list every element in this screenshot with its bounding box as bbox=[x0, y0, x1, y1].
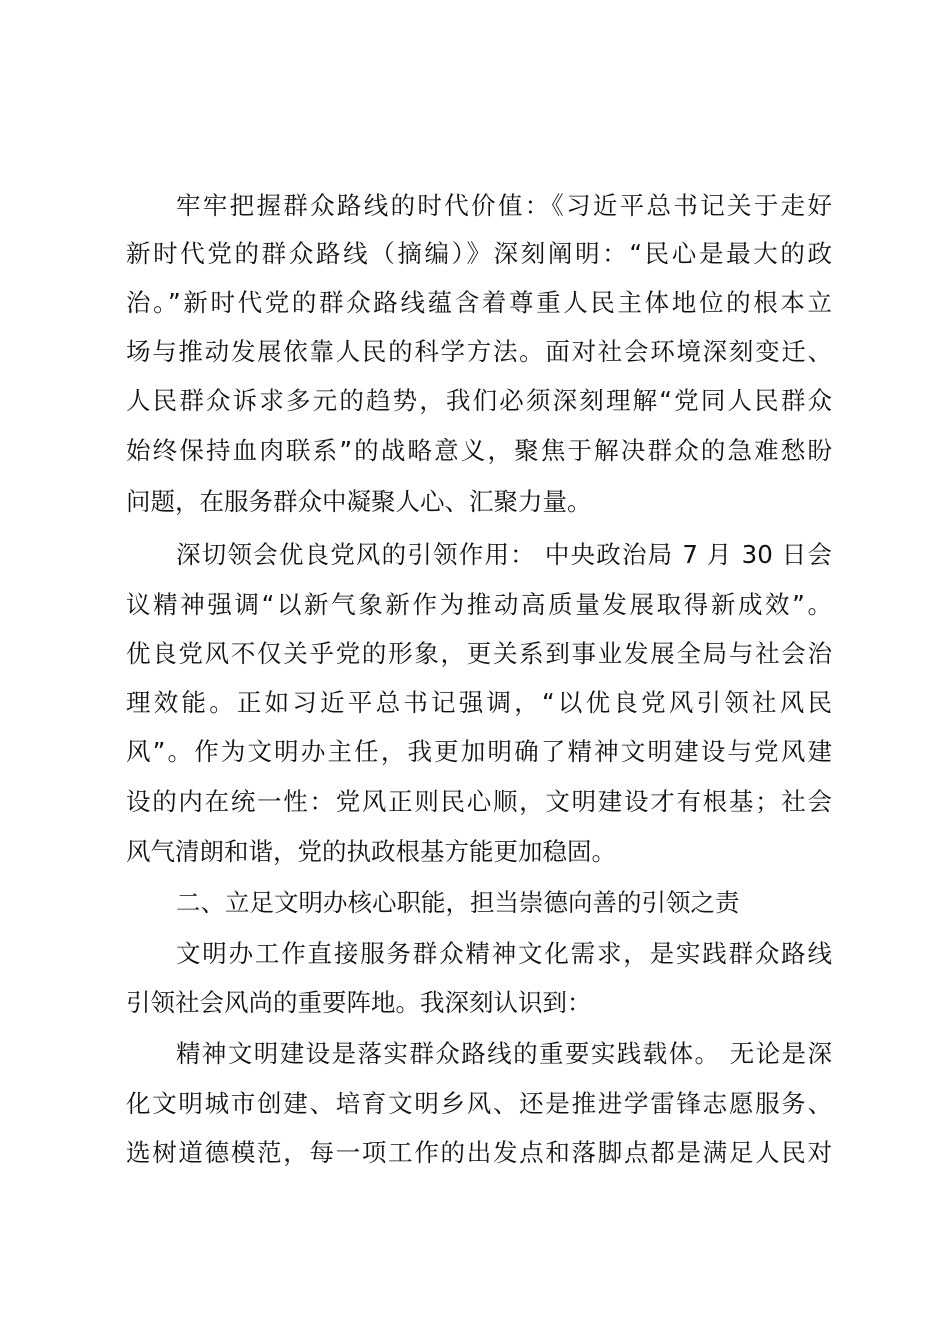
paragraph-2-line-3: 优良党风不仅关乎党的形象，更关系到事业发展全局与社会治 bbox=[126, 639, 832, 668]
paragraph-1-line-2: 新时代党的群众路线（摘编）》深刻阐明：“民心是最大的政 bbox=[126, 239, 832, 268]
paragraph-2-line-4: 理效能。正如习近平总书记强调，“以优良党风引领社风民 bbox=[126, 688, 832, 717]
paragraph-2-line-2: 议精神强调“以新气象新作为推动高质量发展取得新成效”。 bbox=[126, 590, 832, 619]
paragraph-1-line-7: 问题，在服务群众中凝聚人心、汇聚力量。 bbox=[126, 487, 592, 516]
paragraph-2-line-7: 风气清朗和谐，党的执政根基方能更加稳固。 bbox=[126, 837, 616, 866]
paragraph-1-line-3: 治。”新时代党的群众路线蕴含着尊重人民主体地位的根本立 bbox=[126, 288, 832, 317]
paragraph-1-line-4: 场与推动发展依靠人民的科学方法。面对社会环境深刻变迁、 bbox=[126, 337, 832, 366]
paragraph-4-line-3: 选树道德模范，每一项工作的出发点和落脚点都是满足人民对 bbox=[126, 1138, 832, 1167]
paragraph-2-line-1: 深切领会优良党风的引领作用： 中央政治局 7 月 30 日会 bbox=[176, 540, 832, 569]
paragraph-2-line-6: 设的内在统一性：党风正则民心顺，文明建设才有根基；社会 bbox=[126, 787, 832, 816]
paragraph-3-line-2: 引领社会风尚的重要阵地。我深刻认识到： bbox=[126, 988, 592, 1017]
paragraph-1-line-5: 人民群众诉求多元的趋势，我们必须深刻理解“党同人民群众 bbox=[126, 386, 832, 415]
paragraph-2-line-5: 风”。作为文明办主任，我更加明确了精神文明建设与党风建 bbox=[126, 737, 832, 766]
paragraph-4-line-1: 精神文明建设是落实群众路线的重要实践载体。 无论是深 bbox=[176, 1039, 832, 1068]
paragraph-3-line-1: 文明办工作直接服务群众精神文化需求，是实践群众路线 bbox=[176, 939, 832, 968]
paragraph-4-line-2: 化文明城市创建、培育文明乡风、还是推进学雷锋志愿服务、 bbox=[126, 1089, 832, 1118]
paragraph-1-line-1: 牢牢把握群众路线的时代价值：《习近平总书记关于走好 bbox=[176, 191, 832, 220]
section-heading-2: 二、立足文明办核心职能，担当崇德向善的引领之责 bbox=[176, 888, 740, 917]
paragraph-1-line-6: 始终保持血肉联系”的战略意义，聚焦于解决群众的急难愁盼 bbox=[126, 436, 832, 465]
